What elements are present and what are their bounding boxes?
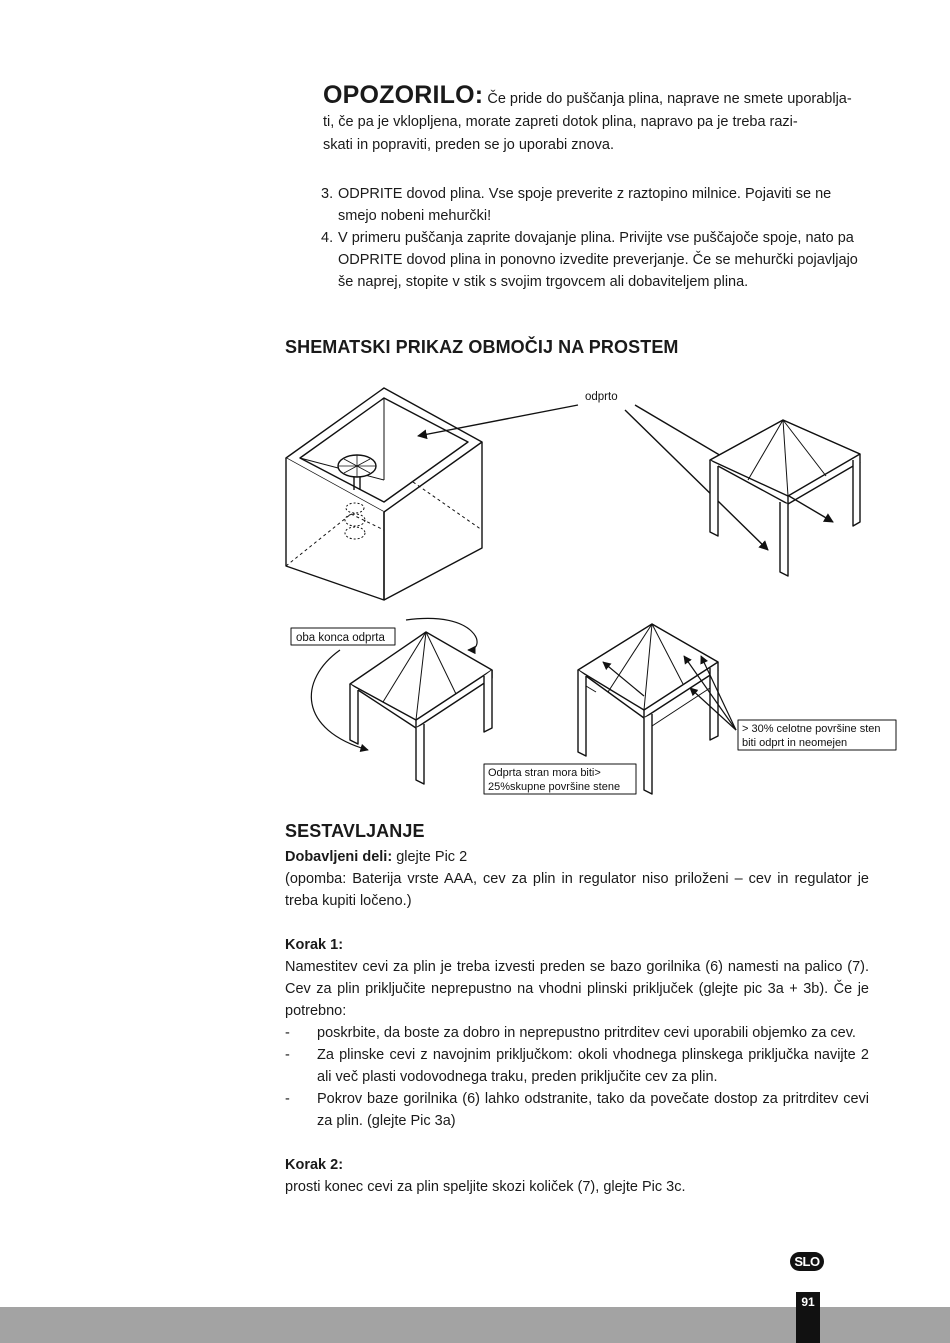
step-item xyxy=(321,183,869,227)
step-number: 3. xyxy=(321,186,334,202)
label-side-open-line1: Odprta stran mora biti> xyxy=(488,767,601,779)
language-badge: SLO xyxy=(790,1252,824,1271)
supplied-text: glejte Pic 2 xyxy=(392,849,468,865)
supplied-label: Dobavljeni deli: xyxy=(285,849,393,865)
outdoor-areas-diagram xyxy=(278,380,908,800)
step2-text: prosti konec cevi za plin speljite skozi količek (7), glejte Pic 3c. xyxy=(285,1179,686,1195)
schematic-title: SHEMATSKI PRIKAZ OBMOČIJ NA PROSTEM xyxy=(285,337,679,357)
assembly-title: SESTAVLJANJE xyxy=(285,821,425,841)
page-number: 91 xyxy=(796,1292,820,1343)
warning-line-2: ti, če pa je vklopljena, morate zapreti dotok plina, napravo pa je treba razi- xyxy=(323,114,798,130)
label-both-ends: oba konca odprta xyxy=(296,632,385,644)
step-text: V primeru puščanja zaprite dovajanje plina. Privijte vse puščajoče spoje, nato pa ODPRITE dovod plina in ponovno izvedite preverjanje. Če se mehurčki pojavljajo še naprej, stopite v stik s svojim trgovcem ali dobaviteljem plina. xyxy=(338,230,858,290)
step-number: 4. xyxy=(321,230,334,246)
open-top-enclosure-illustration xyxy=(286,388,482,600)
assembly-body xyxy=(285,846,869,1198)
warning-line-1 xyxy=(323,81,869,111)
bullet-item: - poskrbite, da boste za dobro in neprepustno pritrditev cevi uporabili objemko za cev. xyxy=(285,1025,856,1041)
step2-title: Korak 2: xyxy=(285,1157,344,1173)
label-open: odprto xyxy=(585,391,618,403)
step-item xyxy=(321,227,869,293)
leak-check-steps xyxy=(321,183,869,293)
warning-block xyxy=(323,81,869,157)
gazebo-two-walls-illustration xyxy=(710,420,860,576)
bullet-text: Pokrov baze gorilnika (6) lahko odstranite, tako da povečate dostop za pritrditev cevi za plin. (glejte Pic 3a) xyxy=(317,1091,869,1129)
warning-text-1: Če pride do puščanja plina, naprave ne smete uporablja- xyxy=(487,91,852,107)
supplied-parts xyxy=(285,846,869,868)
label-30-line2: biti odprt in neomejen xyxy=(742,737,848,749)
assembly-note: (opomba: Baterija vrste AAA, cev za plin in regulator niso priloženi – cev in regulator je treba kupiti ločeno.) xyxy=(285,871,869,909)
curved-arrow-bottom xyxy=(311,650,368,750)
arrow-to-open-side-2 xyxy=(625,410,768,550)
bullet-text: poskrbite, da boste za dobro in neprepustno pritrditev cevi uporabili objemko za cev. xyxy=(317,1025,856,1041)
label-30-line1: > 30% celotne površine sten xyxy=(742,723,881,735)
bullet-item: - Za plinske cevi z navojnim priključkom: okoli vhodnega plinskega priključka navijte 2 ali več plasti vodovodnega traku, preden priključite cev za plin. xyxy=(285,1047,869,1085)
label-side-open-line2: 25%skupne površine stene xyxy=(488,781,621,793)
bullet-item: - Pokrov baze gorilnika (6) lahko odstranite, tako da povečate dostop za pritrditev cevi za plin. (glejte Pic 3a) xyxy=(285,1091,869,1129)
step-text: ODPRITE dovod plina. Vse spoje preverite z raztopino milnice. Pojaviti se ne smejo nobeni mehurčki! xyxy=(338,186,832,224)
step1-text: Namestitev cevi za plin je treba izvesti preden se bazo gorilnika (6) namesti na palico (7). Cev za plin priključite neprepustno na vhodni plinski priključek (glejte pic 3a + 3b). Če je potrebno: xyxy=(285,959,869,1019)
warning-lead: OPOZORILO: xyxy=(323,81,484,109)
step1-title: Korak 1: xyxy=(285,937,344,953)
warning-line-3: skati in popraviti, preden se jo uporabi znova. xyxy=(323,137,614,153)
gazebo-both-ends-open-illustration xyxy=(350,632,492,784)
bullet-text: Za plinske cevi z navojnim priključkom: okoli vhodnega plinskega priključka navijte 2 ali več plasti vodovodnega traku, preden priključite cev za plin. xyxy=(317,1047,869,1085)
